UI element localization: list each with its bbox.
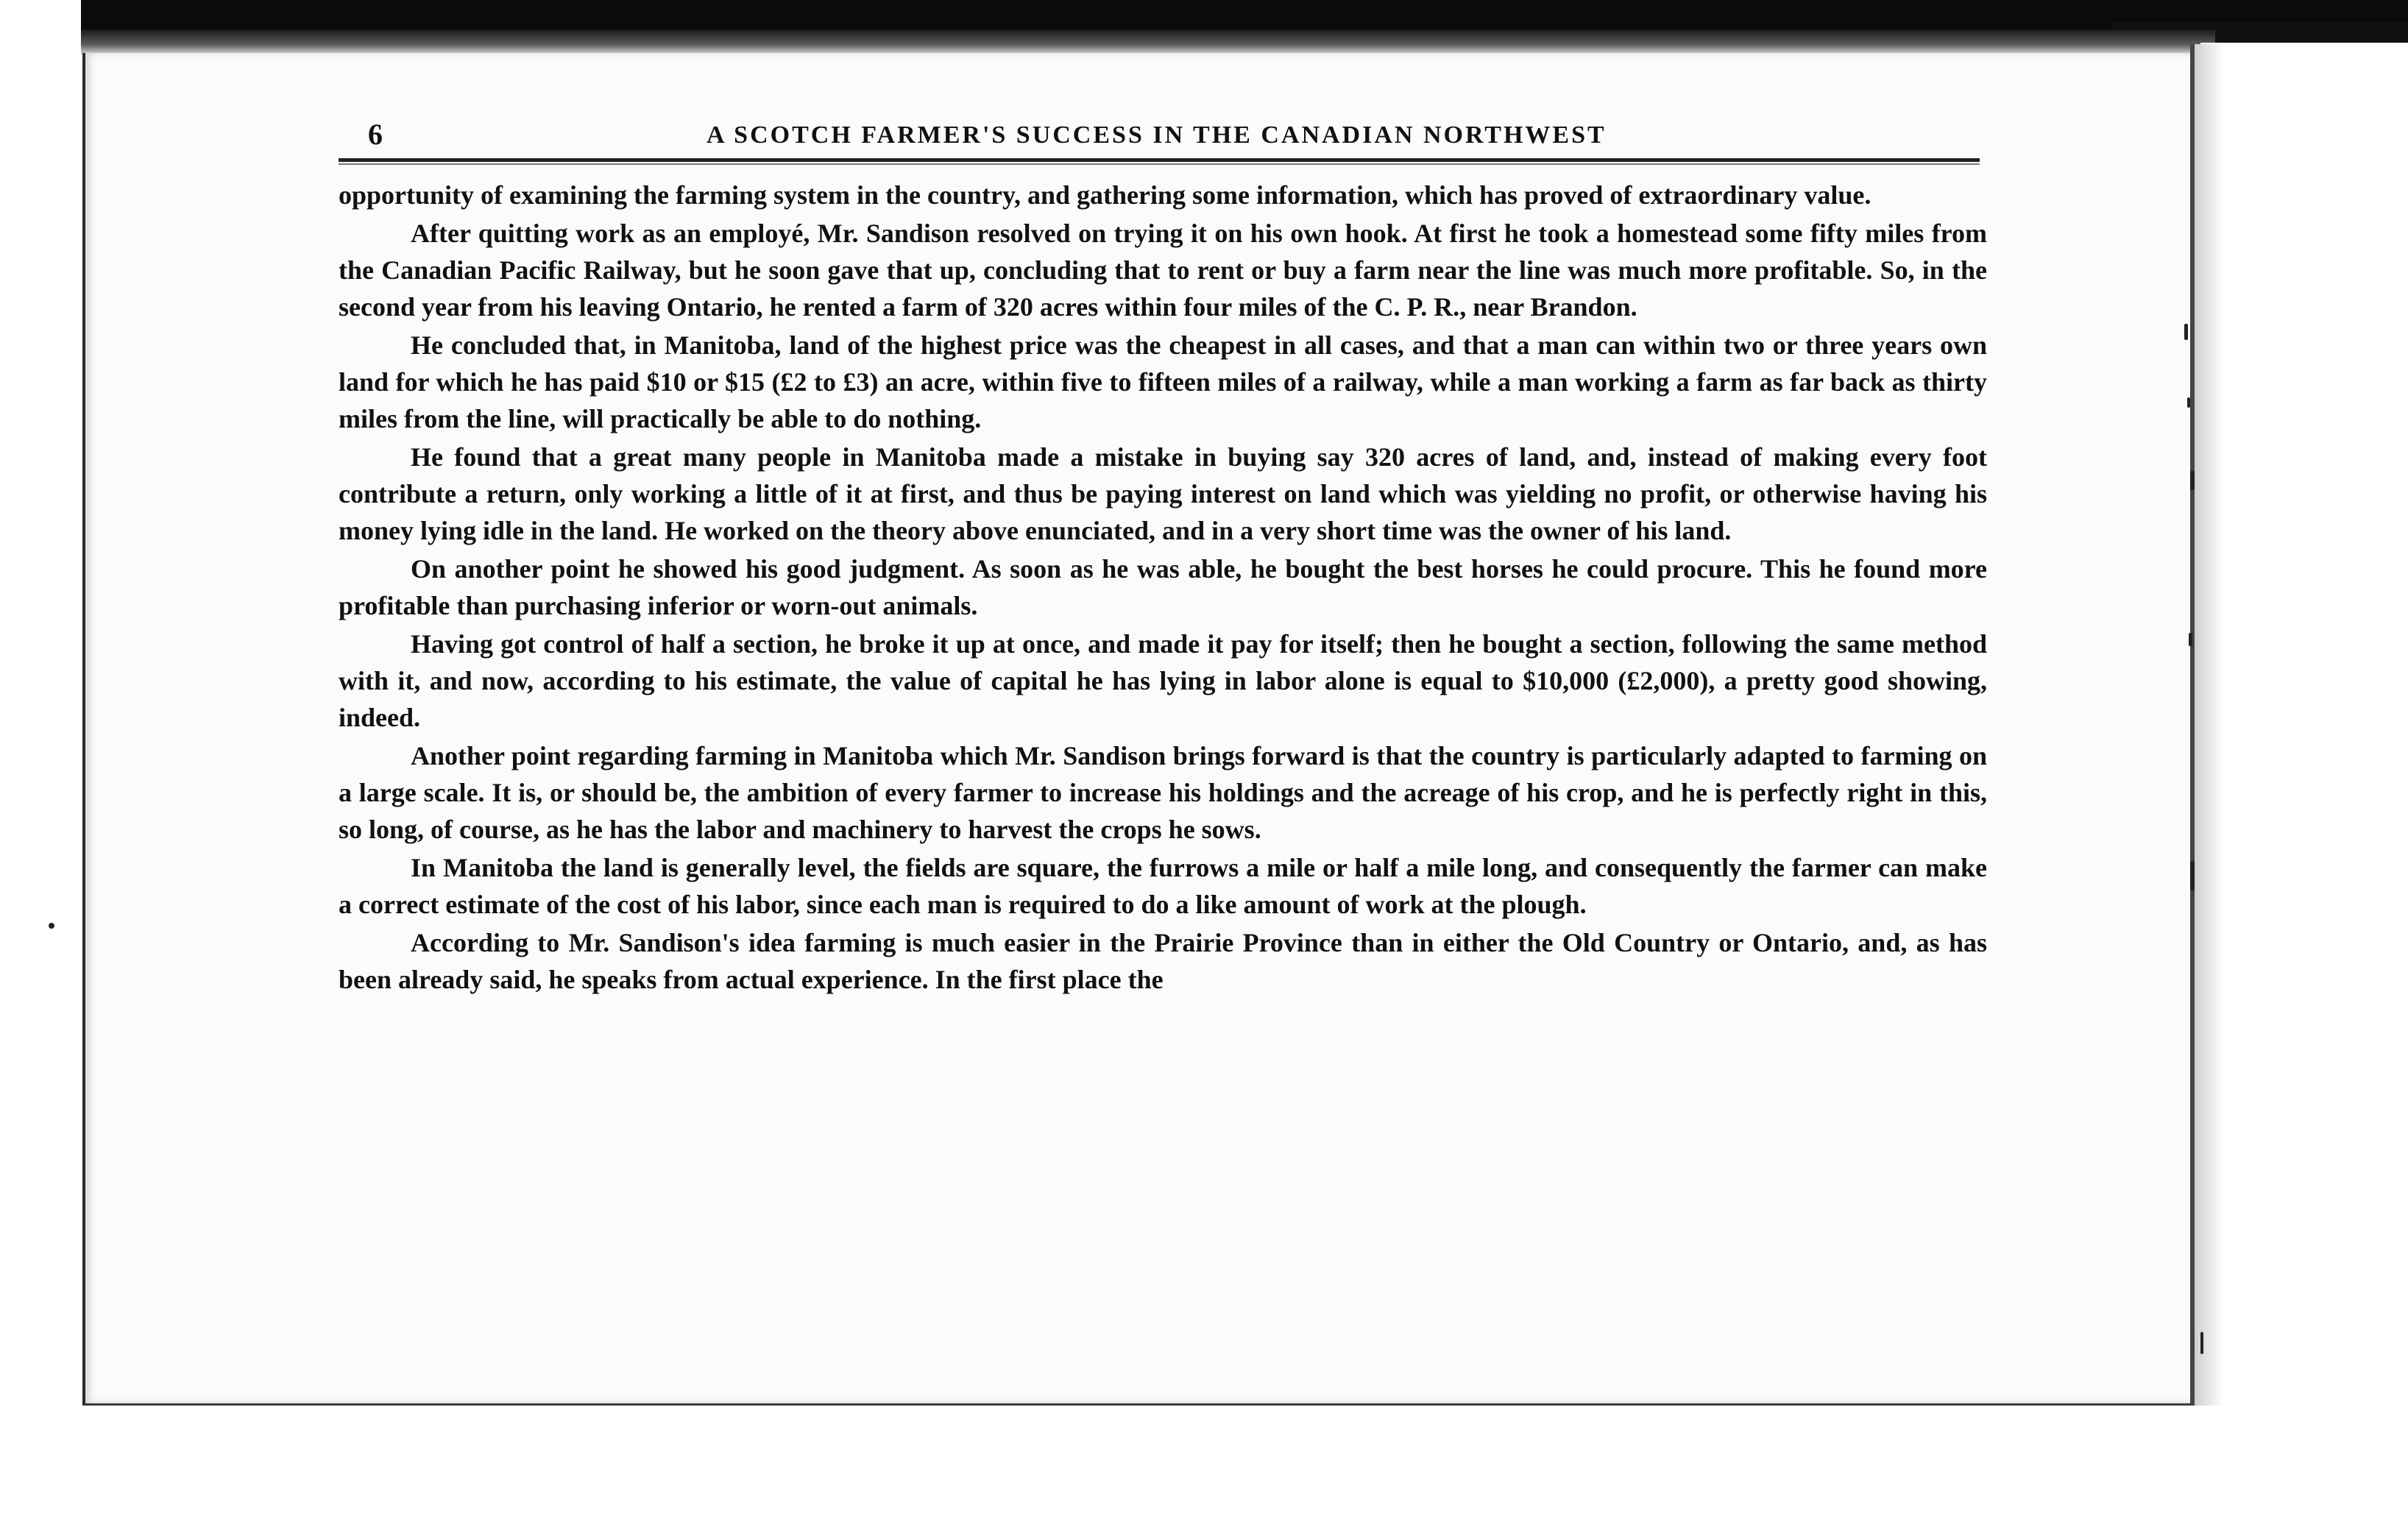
scan-speck (2189, 633, 2192, 646)
left-margin-area (0, 0, 81, 1513)
scan-speck (49, 923, 54, 929)
paragraph: Another point regarding farming in Manitoba which Mr. Sandison brings forward is that the country is particularly adapted to farming on a large scale. It is, or should be, the ambition of every farmer to increase his holdings and the acreage of his crop, and he is perfectly right in this, so long, of course, as he has the labor and machinery to harvest the crops he sows. (339, 741, 1987, 844)
body-text (339, 177, 1987, 999)
scan-speck (2200, 1332, 2203, 1354)
page-top-shadow (81, 29, 2215, 54)
paragraph: He found that a great many people in Manitoba made a mistake in buying say 320 acres of land, and, instead of making every foot contribute a return, only working a little of it at first, and thus be paying interest on land which was yielding no profit, or otherwise having his money lying idle in the land. He worked on the theory above enunciated, and in a very short time was the owner of his land. (339, 442, 1987, 545)
paragraph: After quitting work as an employé, Mr. Sandison resolved on trying it on his own hook. At first he took a homestead some fifty miles from the Canadian Pacific Railway, but he soon gave that up, concluding that to rent or buy a farm near the line was much more profitable. So, in the second year from his leaving Ontario, he rented a farm of 320 acres within four miles of the C. P. R., near Brandon. (339, 219, 1987, 322)
scan-speck (2190, 471, 2195, 490)
scan-speck (2190, 861, 2195, 890)
page-gutter-shade (2195, 44, 2224, 1406)
scan-speck (2187, 397, 2190, 408)
paragraph: On another point he showed his good judgment. As soon as he was able, he bought the best horses he could procure. This he found more profitable than purchasing inferior or worn-out animals. (339, 554, 1987, 620)
header-rule (339, 158, 1980, 162)
paragraph: In Manitoba the land is generally level, the fields are square, the furrows a mile or half a mile long, and consequently the farmer can make a correct estimate of the cost of his labor, since each man is required to do a like amount of work at the plough. (339, 853, 1987, 919)
running-head: A SCOTCH FARMER'S SUCCESS IN THE CANADIAN NORTHWEST (707, 121, 1607, 149)
header-rule-secondary (339, 163, 1980, 165)
facing-page-edge (2200, 43, 2408, 1513)
page-header (368, 118, 1987, 152)
paragraph: opportunity of examining the farming system in the country, and gathering some information, which has proved of extraordinary value. (339, 180, 1871, 210)
paragraph: He concluded that, in Manitoba, land of the highest price was the cheapest in all cases, and that a man can within two or three years own land for which he has paid $10 or $15 (£2 to £3) an acre, within five to fifteen miles of a railway, while a man working a farm as far back as thirty miles from the line, will practically be able to do nothing. (339, 330, 1987, 433)
paragraph: According to Mr. Sandison's idea farming is much easier in the Prairie Province than in either the Old Country or Ontario, and, as has been already said, he speaks from actual experience. In the first place the (339, 928, 1987, 994)
paragraph: Having got control of half a section, he broke it up at once, and made it pay for itself; then he bought a section, following the same method with it, and now, according to his estimate, the value of capital he has lying in labor alone is equal to $10,000 (£2,000), a pretty good showing, indeed. (339, 629, 1987, 732)
page-number: 6 (368, 118, 383, 151)
scan-speck (2184, 324, 2188, 340)
